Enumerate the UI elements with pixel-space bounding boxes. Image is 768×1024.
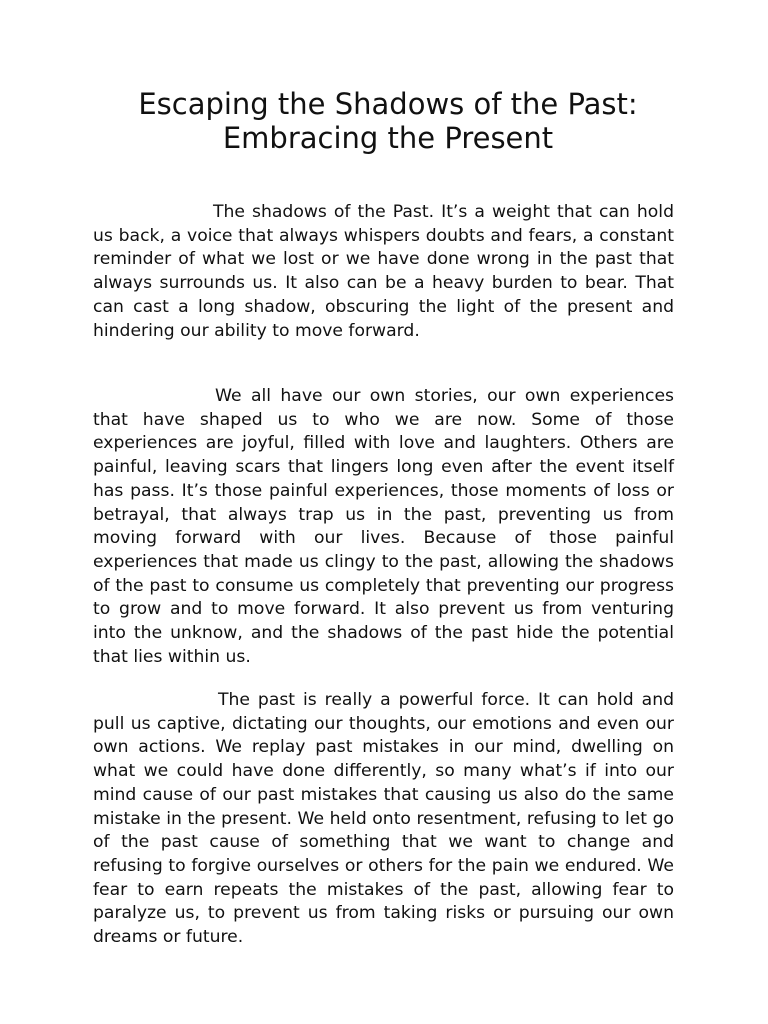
paragraph-2-text: We all have our own stories, our own experiences that have shaped us to who we are now. Some of those experiences are joyful, filled with love and laughters. Others are painful, leaving scars that lingers long even after the event itself has pass. It’s those painful experiences, those moments of loss or betrayal, that always trap us in the past, preventing us from moving forward with our lives. Because of those painful experiences that made us clingy to the past, allowing the shadows of the past to consume us completely that preventing our progress to grow and to move forward. It also prevent us from venturing into the unknow, and the shadows of the past hide the potential that lies within us. bbox=[93, 386, 674, 667]
paragraph-2 bbox=[93, 385, 674, 669]
paragraph-1 bbox=[93, 201, 674, 343]
document-title-line-1: Escaping the Shadows of the Past: bbox=[138, 87, 638, 121]
paragraph-1-text: The shadows of the Past. It’s a weight that can hold us back, a voice that always whispers doubts and fears, a constant reminder of what we lost or we have done wrong in the past that always surrounds us. It also can be a heavy burden to bear. That can cast a long shadow, obscuring the light of the present and hindering our ability to move forward. bbox=[93, 202, 674, 341]
paragraph-3-text: The past is really a powerful force. It can hold and pull us captive, dictating our thoughts, our emotions and even our own actions. We replay past mistakes in our mind, dwelling on what we could have done differently, so many what’s if into our mind cause of our past mistakes that causing us also do the same mistake in the present. We held onto resentment, refusing to let go of the past cause of something that we want to change and refusing to forgive ourselves or others for the pain we endured. We fear to earn repeats the mistakes of the past, allowing fear to paralyze us, to prevent us from taking risks or pursuing our own dreams or future. bbox=[93, 690, 674, 948]
paragraph-3 bbox=[93, 689, 674, 950]
document-title-line-2: Embracing the Present bbox=[222, 121, 554, 155]
